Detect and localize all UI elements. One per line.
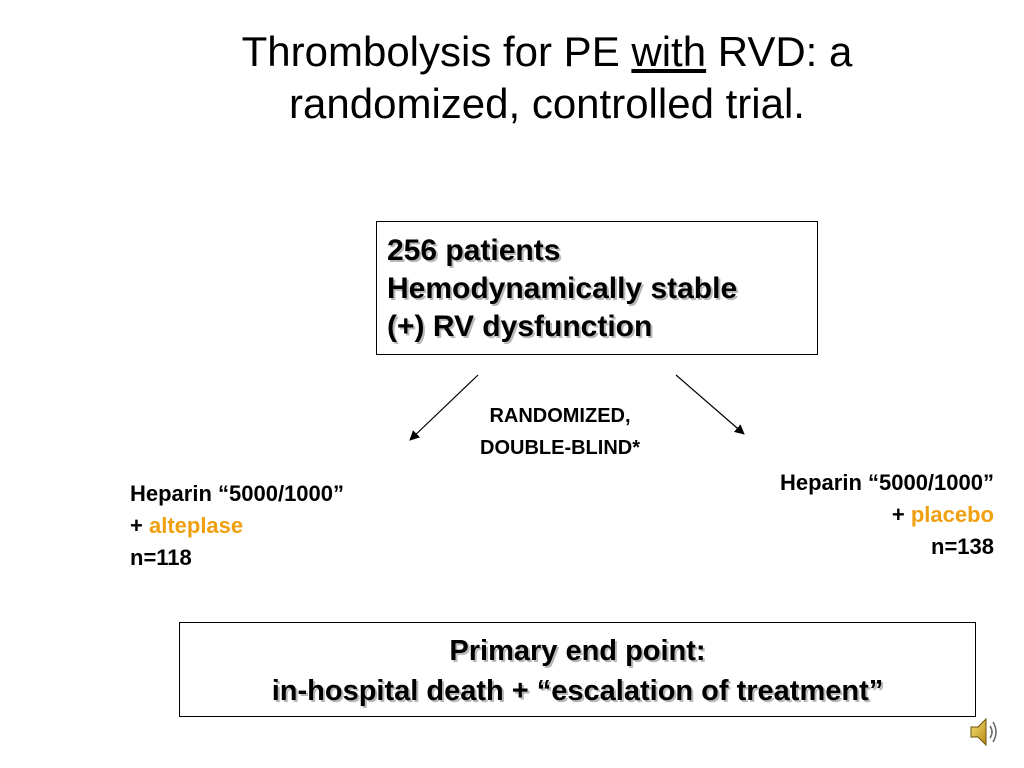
randomization-line-1: RANDOMIZED, — [489, 405, 631, 427]
title-line-2: randomized, controlled trial. — [289, 80, 805, 127]
population-criterion-stable: Hemodynamically stable — [387, 272, 738, 305]
endpoint-heading: Primary end point: — [449, 635, 706, 667]
arm-placebo-heparin: Heparin “5000/1000” — [779, 470, 994, 495]
arm-alteplase — [130, 478, 344, 574]
arm-placebo-n: n=138 — [931, 534, 994, 559]
randomization-line-2: DOUBLE-BLIND* — [480, 437, 640, 459]
arm-alteplase-heparin: Heparin “5000/1000” — [130, 481, 345, 506]
arm-alteplase-drug-line — [130, 510, 344, 542]
endpoint-definition: in-hospital death + “escalation of treatment” — [271, 675, 884, 707]
arm-alteplase-plus: + — [130, 513, 149, 538]
randomization-label — [460, 400, 660, 464]
speaker-icon[interactable] — [968, 712, 1000, 752]
title-emphasis-with: with — [631, 28, 707, 75]
population-criterion-rv: (+) RV dysfunction — [387, 310, 653, 343]
endpoint-box — [179, 622, 976, 717]
arm-placebo — [640, 467, 994, 563]
arm-placebo-drug: placebo — [910, 502, 994, 527]
title-text-post: RVD: a — [706, 28, 853, 75]
arm-placebo-plus: + — [891, 502, 911, 527]
title-text-pre: Thrombolysis for PE — [241, 28, 632, 75]
population-count: 256 patients — [387, 234, 561, 267]
arm-alteplase-drug: alteplase — [148, 513, 244, 538]
arm-alteplase-n: n=118 — [130, 545, 192, 570]
arm-placebo-drug-line — [640, 499, 994, 531]
arrow-to-placebo-arm — [676, 375, 744, 434]
